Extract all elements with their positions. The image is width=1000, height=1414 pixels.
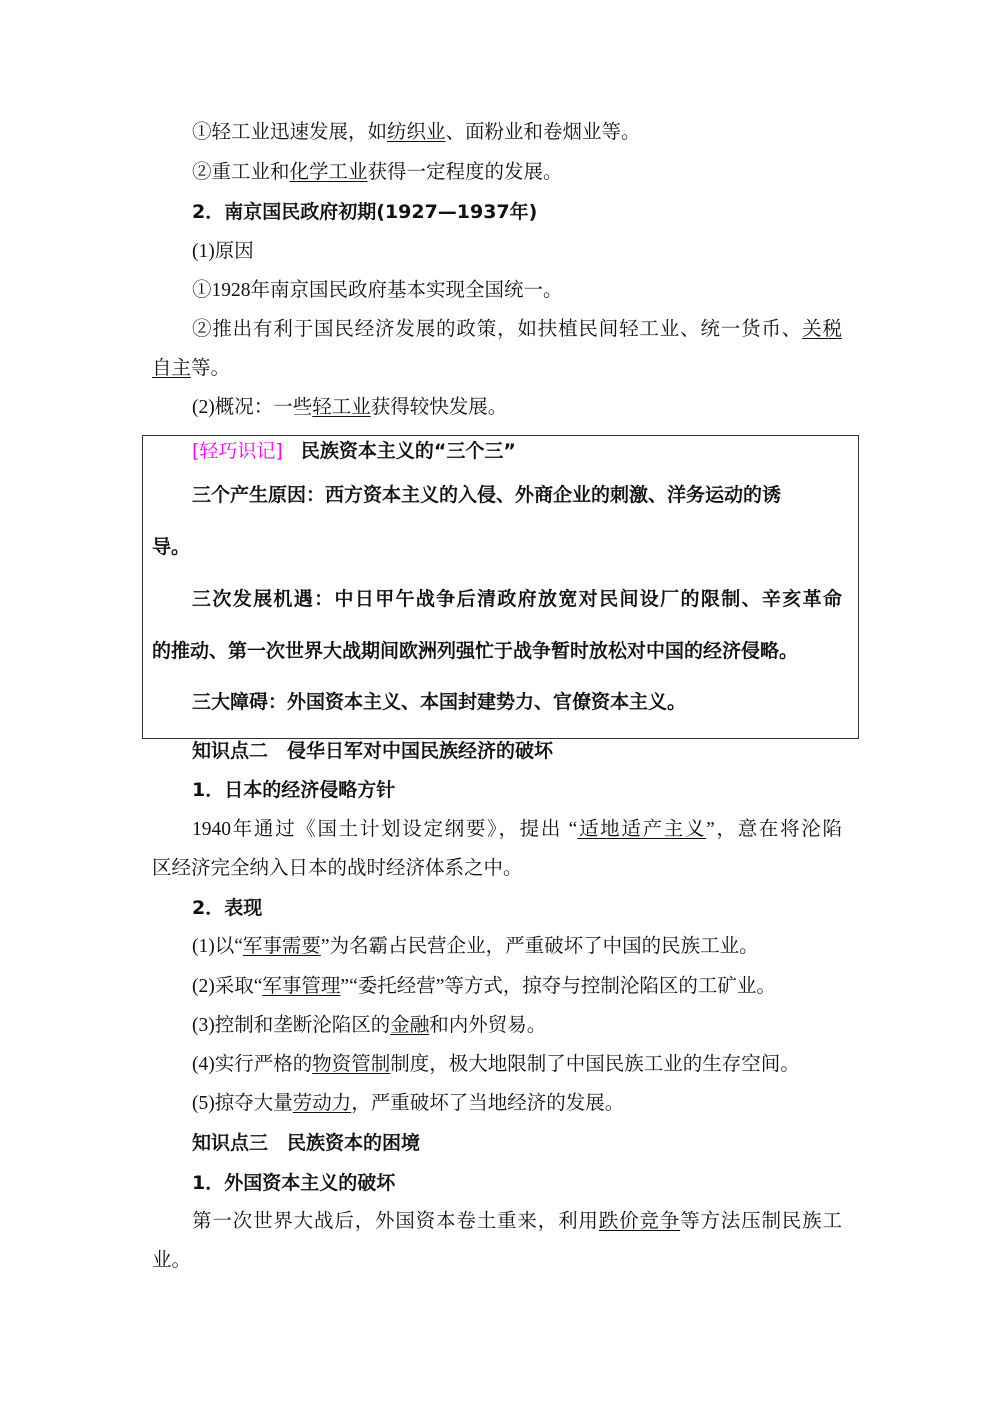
key-term: 化学工业: [289, 162, 368, 183]
text-line: [192, 1130, 842, 1156]
text-line: [192, 1209, 842, 1235]
text-segment: 1940年通过《国土计划设定纲要》，提出 “: [192, 819, 578, 840]
key-term: 关税: [802, 319, 842, 340]
text-segment: (1)以“: [192, 936, 243, 957]
text-segment: 三个产生原因：西方资本主义的入侵、外商企业的刺激、洋务运动的诱: [192, 484, 782, 506]
text-segment: (2)采取“: [192, 976, 263, 997]
text-line: [192, 1091, 842, 1117]
text-segment: ”为名霸占民营企业，严重破坏了中国的民族工业。: [320, 936, 759, 957]
text-segment: 获得一定程度的发展。: [367, 162, 563, 183]
text-segment: 等方法压制民族工: [680, 1211, 842, 1232]
text-line: [192, 1052, 842, 1078]
text-segment: 知识点三 民族资本的困境: [192, 1132, 421, 1154]
text-segment: 制度，极大地限制了中国民族工业的生存空间。: [390, 1054, 800, 1075]
text-segment: 2．表现: [192, 897, 263, 919]
text-segment: (5)掠夺大量: [192, 1093, 293, 1114]
key-term: 轻工业: [312, 397, 371, 418]
tip-title: 民族资本主义的“三个三”: [300, 440, 516, 462]
text-segment: ①1928年南京国民政府基本实现全国统一。: [192, 280, 563, 301]
key-term: 物资管制: [312, 1054, 391, 1075]
text-segment: (2)概况：一些: [192, 397, 313, 418]
text-segment: ②推出有利于国民经济发展的政策，如扶植民间轻工业、统一货币、: [192, 319, 803, 340]
text-line: [192, 395, 842, 421]
text-line: [192, 278, 842, 304]
text-segment: 三大障碍：外国资本主义、本国封建势力、官僚资本主义。: [192, 691, 687, 713]
text-line: [192, 1170, 842, 1196]
key-term: 军事需要: [242, 936, 321, 957]
key-term: 金融: [390, 1015, 430, 1036]
text-line: [192, 160, 842, 186]
text-segment: 三次发展机遇：中日甲午战争后清政府放宽对民间设厂的限制、辛亥革命: [192, 588, 842, 610]
text-line: [192, 934, 842, 960]
text-segment: ”“委托经营”等方式，掠夺与控制沦陷区的工矿业。: [340, 976, 776, 997]
text-line: [192, 689, 842, 715]
text-line: [152, 356, 842, 382]
text-line: [192, 199, 842, 225]
text-segment: 1．外国资本主义的破坏: [192, 1172, 396, 1194]
text-segment: 和内外贸易。: [429, 1015, 547, 1036]
text-segment: ①轻工业迅速发展，如: [192, 122, 388, 143]
text-line: [192, 482, 842, 508]
text-segment: ，严重破坏了当地经济的发展。: [351, 1093, 625, 1114]
text-line: [192, 1013, 842, 1039]
tip-tag: [轻巧识记]: [192, 440, 283, 462]
text-segment: ”，意在将沦陷: [706, 819, 842, 840]
tip-box-heading: [192, 438, 842, 464]
text-segment: 导。: [152, 536, 191, 558]
text-line: [152, 534, 842, 560]
text-segment: 获得较快发展。: [370, 397, 508, 418]
key-term: 军事管理: [262, 976, 341, 997]
text-segment: 区经济完全纳入日本的战时经济体系之中。: [152, 858, 523, 879]
text-line: [192, 317, 842, 343]
text-segment: (3)控制和垄断沦陷区的: [192, 1015, 391, 1036]
text-line: [192, 239, 842, 265]
text-line: [192, 974, 842, 1000]
text-segment: 第一次世界大战后，外国资本卷土重来，利用: [192, 1211, 599, 1232]
text-segment: 、面粉业和卷烟业等。: [445, 122, 641, 143]
text-line: [192, 586, 842, 612]
text-line: [192, 738, 842, 764]
text-segment: (4)实行严格的: [192, 1054, 313, 1075]
text-segment: 2．南京国民政府初期(1927—1937年): [192, 201, 538, 223]
key-term: 纺织业: [387, 122, 446, 143]
text-line: [152, 638, 842, 664]
text-segment: 的推动、第一次世界大战期间欧洲列强忙于战争暂时放松对中国的经济侵略。: [152, 640, 799, 662]
key-term: 跌价竞争: [598, 1211, 681, 1232]
text-segment: 业。: [152, 1250, 192, 1271]
key-term: 自主: [152, 358, 192, 379]
text-segment: 知识点二 侵华日军对中国民族经济的破坏: [192, 740, 554, 762]
text-segment: 等。: [191, 358, 231, 379]
text-line: [192, 895, 842, 921]
key-term: 适地适产主义: [577, 819, 707, 840]
text-segment: (1)原因: [192, 241, 254, 262]
text-segment: 1．日本的经济侵略方针: [192, 779, 396, 801]
text-line: [192, 777, 842, 803]
text-line: [152, 1248, 842, 1274]
key-term: 劳动力: [292, 1093, 352, 1114]
text-line: [192, 120, 842, 146]
text-line: [192, 817, 842, 843]
text-line: [152, 856, 842, 882]
text-segment: ②重工业和: [192, 162, 290, 183]
